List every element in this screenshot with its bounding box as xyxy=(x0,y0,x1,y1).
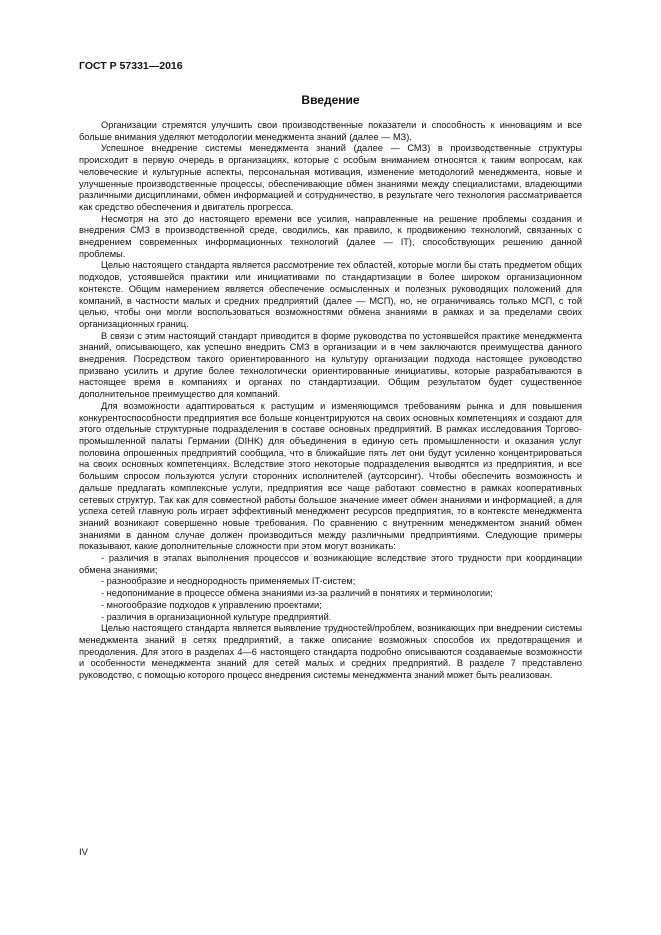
body-text xyxy=(79,120,582,682)
paragraph: Несмотря на это до настоящего времени все усилия, направленные на решение проблемы создания и внедрения СМЗ в производственной среде, сводились, как правило, к продвижению технологий, связанных с внедрением современных информационных технологий (далее — IT), способствующих решению данной проблемы. xyxy=(79,213,582,259)
list-item: - разнообразие и неоднородность применяемых IT-систем; xyxy=(101,576,356,587)
paragraph: Целью настоящего стандарта является рассмотрение тех областей, которые могли бы стать предметом общих подходов, устоявшейся практики или инициативами по стандартизации в более широком организационном контексте. Общим намерением является обеспечение осмысленных и полезных руководящих положений для компаний, в частности малых и средних предприятий (далее — МСП), но, не ограничиваясь только МСП, с той целью, чтобы они могли воспользоваться возможностями обмена знаниями в рамках и за пределами своих организационных границ. xyxy=(79,260,582,329)
paragraph: Для возможности адаптироваться к растущим и изменяющимся требованиям рынка и для повышения конкурентоспособности предприятия все больше концентрируются на своих основных компетенциях и создают для этого отдельные структурные подразделения в составе основных предприятий. В рамках исследования Торгово-промышленной палаты Германии (DIHK) для объединения в единую сеть промышленности и оказания услуг половина опрошенных предприятий сообщила, что в ближайшие пять лет они будут усиленно концентрироваться на своих основных компетенциях. Вследствие этого некоторые подразделения выводятся из предприятия, и все большим спросом пользуются услуги сторонних исполнителей (аутсорсинг). Чтобы обеспечить возможность и дальше предлагать комплексные услуги, предприятия все чаще работают совместно в рамках кооперативных сетевых структур. Так как для совместной работы большое значение имеет обмен знаниями и информацией, а для успеха сетей главную роль играет эффективный менеджмент ресурсов предприятия, то в контексте менеджмента знаний возникают совершенно новые требования. По сравнению с внутренним менеджментом знаний обмен знаниями в данном случае должен производиться между различными предприятиями. Следующие примеры показывают, какие дополнительные сложности при этом могут возникать: xyxy=(79,400,582,552)
list-item: - различия в организационной культуре предприятий. xyxy=(101,611,332,622)
page-number: IV xyxy=(79,847,88,858)
paragraph: В связи с этим настоящий стандарт приводится в форме руководства по устоявшейся практике менеджмента знаний, описывающего, как успешно внедрить СМЗ в организации и в чем заключаются преимущества данного внедрения. Посредством такого ориентированного на культуру организации подхода настоящее руководство призвано усилить и другие более технологически ориентированные инициативы, которые разрабатываются в настоящее время в компаниях и органах по стандартизации. Общим результатом будет существенное дополнительное преимущество для компаний. xyxy=(79,330,582,400)
standard-header: ГОСТ Р 57331—2016 xyxy=(79,60,183,72)
paragraph: Целью настоящего стандарта является выявление трудностей/проблем, возникающих при внедрении системы менеджмента знаний в сетях предприятий, а также описание возможных способов их предотвращения и преодоления. Для этого в разделах 4—6 настоящего стандарта подробно описываются создаваемые возможности и особенности менеджмента знаний для сетей малых и средних предприятий. В разделе 7 представлено руководство, с помощью которого процесс внедрения системы менеджмента знаний может быть реализован. xyxy=(79,623,582,681)
list-item: - различия в этапах выполнения процессов и возникающие вследствие этого трудности при координации обмена знаниями; xyxy=(79,553,582,575)
paragraph: Успешное внедрение системы менеджмента знаний (далее — СМЗ) в производственные структуры происходит в первую очередь в организациях, которые с особым вниманием относятся к таким вопросам, как человеческие и культурные аспекты, персональная мотивация, изменение методологий менеджмента, новые и улучшенные производственные процессы, обеспечивающие обмен знаниями между специалистами, владеющими различными дисциплинами, обмен информацией и сотрудничество, в результате чего технология рассматривается как средство обеспечения и двигатель прогресса. xyxy=(79,143,582,212)
list-item: - недопонимание в процессе обмена знаниями из-за различий в понятиях и терминологии; xyxy=(101,588,493,599)
list-item: - многообразие подходов к управлению проектами; xyxy=(101,599,322,610)
paragraph: Организации стремятся улучшить свои производственные показатели и способность к инновациям и все больше внимания уделяют методологии менеджмента знаний (далее — МЗ). xyxy=(79,120,582,142)
section-title: Введение xyxy=(301,93,360,107)
